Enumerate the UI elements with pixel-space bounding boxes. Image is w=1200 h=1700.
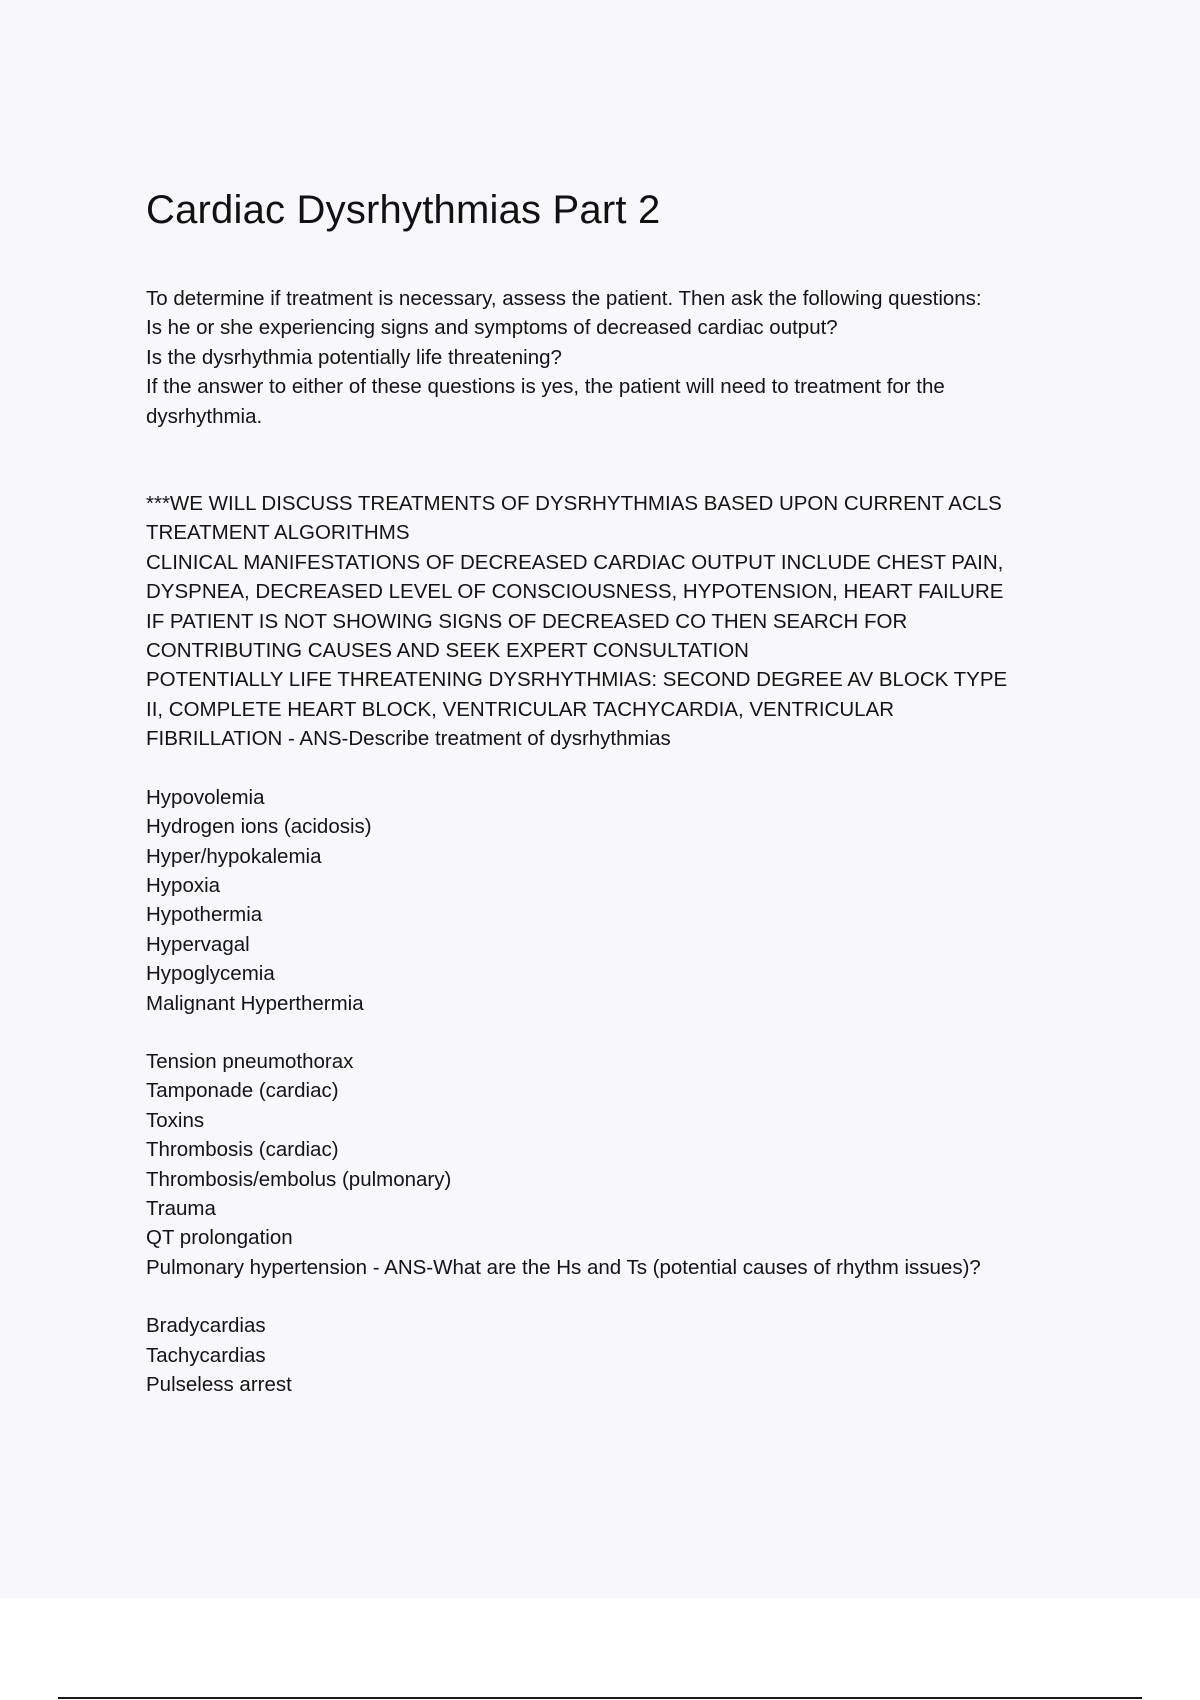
algorithm-list-item: Bradycardias bbox=[146, 1314, 266, 1338]
intro-line: dysrhythmia. bbox=[146, 404, 263, 428]
treatment-line: DYSPNEA, DECREASED LEVEL OF CONSCIOUSNESS, HYPOTENSION, HEART FAILURE bbox=[146, 580, 1004, 604]
treatment-line: POTENTIALLY LIFE THREATENING DYSRHYTHMIAS: SECOND DEGREE AV BLOCK TYPE bbox=[146, 668, 1008, 692]
intro-line: If the answer to either of these questions is yes, the patient will need to treatment for the bbox=[146, 375, 945, 399]
treatment-line: CLINICAL MANIFESTATIONS OF DECREASED CARDIAC OUTPUT INCLUDE CHEST PAIN, bbox=[146, 550, 1004, 574]
treatment-line: IF PATIENT IS NOT SHOWING SIGNS OF DECREASED CO THEN SEARCH FOR bbox=[146, 609, 908, 633]
treatment-line: CONTRIBUTING CAUSES AND SEEK EXPERT CONSULTATION bbox=[146, 639, 749, 663]
algorithm-list-item: Pulseless arrest bbox=[146, 1373, 292, 1396]
treatment-line: TREATMENT ALGORITHMS bbox=[146, 521, 410, 545]
hs-list-item: Hydrogen ions (acidosis) bbox=[146, 815, 372, 839]
section-spacer bbox=[146, 431, 1096, 489]
ts-list-item: Thrombosis (cardiac) bbox=[146, 1138, 339, 1162]
treatment-line: FIBRILLATION - ANS-Describe treatment of dysrhythmias bbox=[146, 727, 671, 751]
hs-list bbox=[146, 783, 1096, 1018]
hs-list-item: Hypoxia bbox=[146, 873, 221, 897]
ts-list-item: Trauma bbox=[146, 1196, 216, 1220]
ts-list-item: QT prolongation bbox=[146, 1226, 293, 1250]
footer-divider bbox=[58, 1697, 1142, 1699]
hs-list-item: Hypoglycemia bbox=[146, 962, 275, 986]
treatment-line: ***WE WILL DISCUSS TREATMENTS OF DYSRHYTHMIAS BASED UPON CURRENT ACLS bbox=[146, 492, 1002, 516]
hs-list-item: Hypovolemia bbox=[146, 785, 265, 809]
ts-list-item: Pulmonary hypertension - ANS-What are the Hs and Ts (potential causes of rhythm issues)? bbox=[146, 1255, 981, 1279]
ts-list-item: Thrombosis/embolus (pulmonary) bbox=[146, 1167, 452, 1191]
document-title: Cardiac Dysrhythmias Part 2 bbox=[146, 188, 661, 232]
ts-list-item: Tamponade (cardiac) bbox=[146, 1079, 339, 1103]
hs-list-item: Hypothermia bbox=[146, 903, 263, 927]
hs-list-item: Hyper/hypokalemia bbox=[146, 844, 322, 868]
hs-list-item: Hypervagal bbox=[146, 932, 250, 956]
treatment-line: II, COMPLETE HEART BLOCK, VENTRICULAR TACHYCARDIA, VENTRICULAR bbox=[146, 697, 895, 721]
intro-line: To determine if treatment is necessary, assess the patient. Then ask the following questions: bbox=[146, 287, 982, 310]
algorithm-list-item: Tachycardias bbox=[146, 1343, 266, 1367]
ts-list bbox=[146, 1047, 1096, 1282]
intro-paragraph bbox=[146, 284, 1096, 431]
section-spacer bbox=[146, 754, 1096, 783]
section-spacer bbox=[146, 1282, 1096, 1311]
section-spacer bbox=[146, 1018, 1096, 1047]
algorithm-list bbox=[146, 1311, 1096, 1399]
ts-list-item: Tension pneumothorax bbox=[146, 1049, 354, 1073]
document-content bbox=[146, 186, 1096, 1399]
ts-list-item: Toxins bbox=[146, 1108, 205, 1132]
intro-line: Is he or she experiencing signs and symptoms of decreased cardiac output? bbox=[146, 316, 838, 340]
treatment-paragraph bbox=[146, 489, 1096, 754]
intro-line: Is the dysrhythmia potentially life threatening? bbox=[146, 345, 562, 369]
hs-list-item: Malignant Hyperthermia bbox=[146, 991, 364, 1015]
